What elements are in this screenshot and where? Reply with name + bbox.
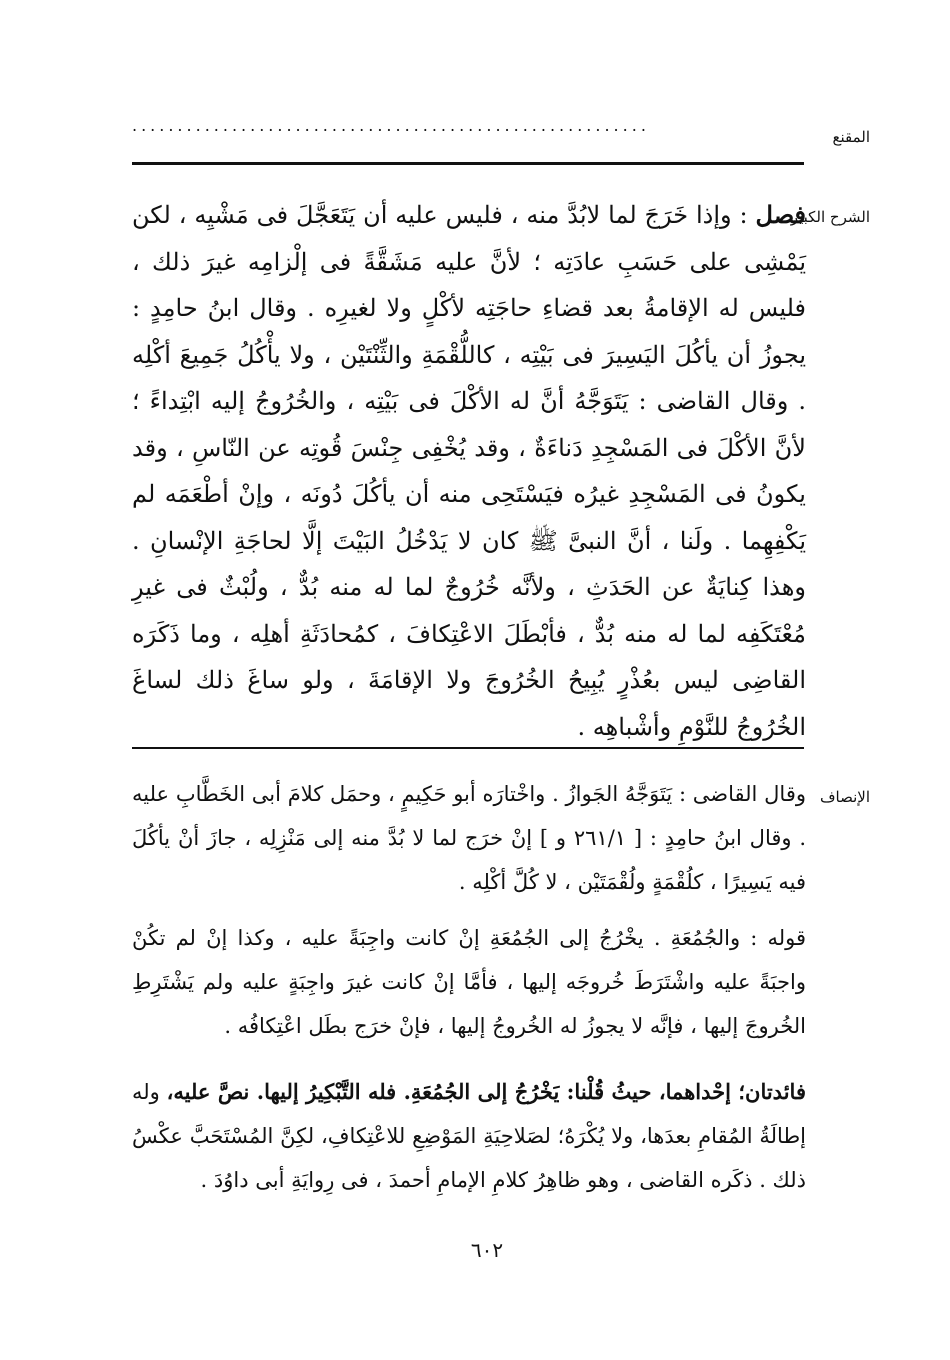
section-label-sharh: الشرح الكبير [790, 208, 870, 226]
header-rule [132, 162, 804, 165]
sharh-body-text: : وإذا خَرَجَ لما لابُدَّ منه ، فليس عليه أن يَتَعَجَّلَ فى مَشْيِه ، لكن يَمْشِى على حَسَبِ عادَتِه ؛ لأنَّ عليه مَشَقَّةً فى إلْزامِه غيرَ ذلك ، فليس له الإقامةُ بعد قضاءِ حاجَتِه لأكْلٍ ولا لغيرِه . وقال ابنُ حامِدٍ : يجوزُ أن يأكُلَ اليَسِيرَ فى بَيْتِه ، كاللُّقْمَةِ والثِّنْتَيْن ، ولا يأْكُلُ جَمِيعَ أكْلِه . وقال القاضى : يَتَوَجَّهُ أنَّ له الأكْلَ فى بَيْتِه ، والخُرُوجُ إليه ابْتِداءً ؛ لأنَّ الأكْلَ فى المَسْجِدِ دَناءَةٌ ، وقد يُخْفِى جِنْسَ قُوتِه عن النّاسِ ، وقد يكونُ فى المَسْجِدِ غيرُه فيَسْتَحِى منه أن يأكُلَ دُونَه ، وإنْ أطْعَمَه لم يَكْفِهِما . ولَنا ، أنَّ النبىَّ ﷺ كان لا يَدْخُلُ البَيْتَ إلَّا لحاجَةِ الإنْسانِ . وهذا كِنايَةٌ عن الحَدَثِ ، ولأنَّه خُرُوجٌ لما له منه بُدٌّ ، ولُبْثٌ فى غيرِ مُعْتَكَفِه لما له منه بُدٌّ ، فأبْطَلَ الاعْتِكافَ ، كمُحادَثَةِ أهلِه ، وما ذَكَرَه القاضِى ليس بعُذْرٍ يُبِيحُ الخُرُوجَ ولا الإقامَةَ ، ولو ساغَ ذلك لساغَ الخُرُوجُ للنَّوْمِ وأشْباهِه . [132, 201, 806, 741]
fawaid-body-text: وله إطالَةُ المُقامِ بعدَها، ولا يُكْرَهُ؛ لصَلاحِيَةِ المَوْضِعِ للاعْتِكافِ، لكِنَّ المُسْتَحَبَّ عكْسُ ذلك . ذكَره القاضى ، وهو ظاهِرُ كلامِ الإمامِ أحمدَ ، فى رِوايَةِ أبى داوُدَ . [132, 1080, 806, 1192]
page-number: ٦٠٢ [470, 1238, 504, 1262]
insaf-fawaid-paragraph [132, 1070, 806, 1202]
section-divider-rule [132, 747, 804, 749]
sharh-lead-word: فصل [755, 200, 806, 229]
fawaid-lead-text: فائدتان؛ إحْداهما، حيثُ قُلْنا: يَخْرُجُ إلى الجُمُعَةِ. فله التَّبْكِيرُ إليها. نصَّ عليه، [166, 1079, 806, 1104]
section-label-insaf: الإنصاف [819, 788, 870, 806]
header-dotted-leader: ......................................................... [132, 118, 650, 134]
insaf-paragraph-1: وقال القاضى : يَتَوَجَّهُ الجَوازُ . واخْتارَه أبو حَكِيمٍ ، وحمَل كلامَ أبى الخَطَّابِ عليه . وقال ابنُ حامِدٍ : [ ٢٦١/١ و ] إنْ خرَج لما لا بُدَّ منه إلى مَنْزِلِه ، جازَ أنْ يأكُلَ فيه يَسِيرًا ، كلُقْمَةٍ ولُقْمَتَيْن ، لا كُلَّ أكْلِه . [132, 782, 806, 894]
sharh-paragraph [132, 192, 806, 750]
running-header-title: المقنع [832, 128, 870, 146]
insaf-paragraph-2: قوله : والجُمُعَةِ . يخْرُجُ إلى الجُمُعَةِ إنْ كانت واجِبَةً عليه ، وكذا إنْ لم تكُنْ واجبَةً عليه واشْتَرَطَ خُروجَه إليها ، فأمَّا إنْ كانت غيرَ واجِبَةٍ عليه ولم يَشْتَرِطِ الخُروجَ إليها ، فإنَّه لا يجوزُ له الخُروجُ إليها ، فإنْ خرَج بطَل اعْتِكافُه . [132, 926, 806, 1038]
